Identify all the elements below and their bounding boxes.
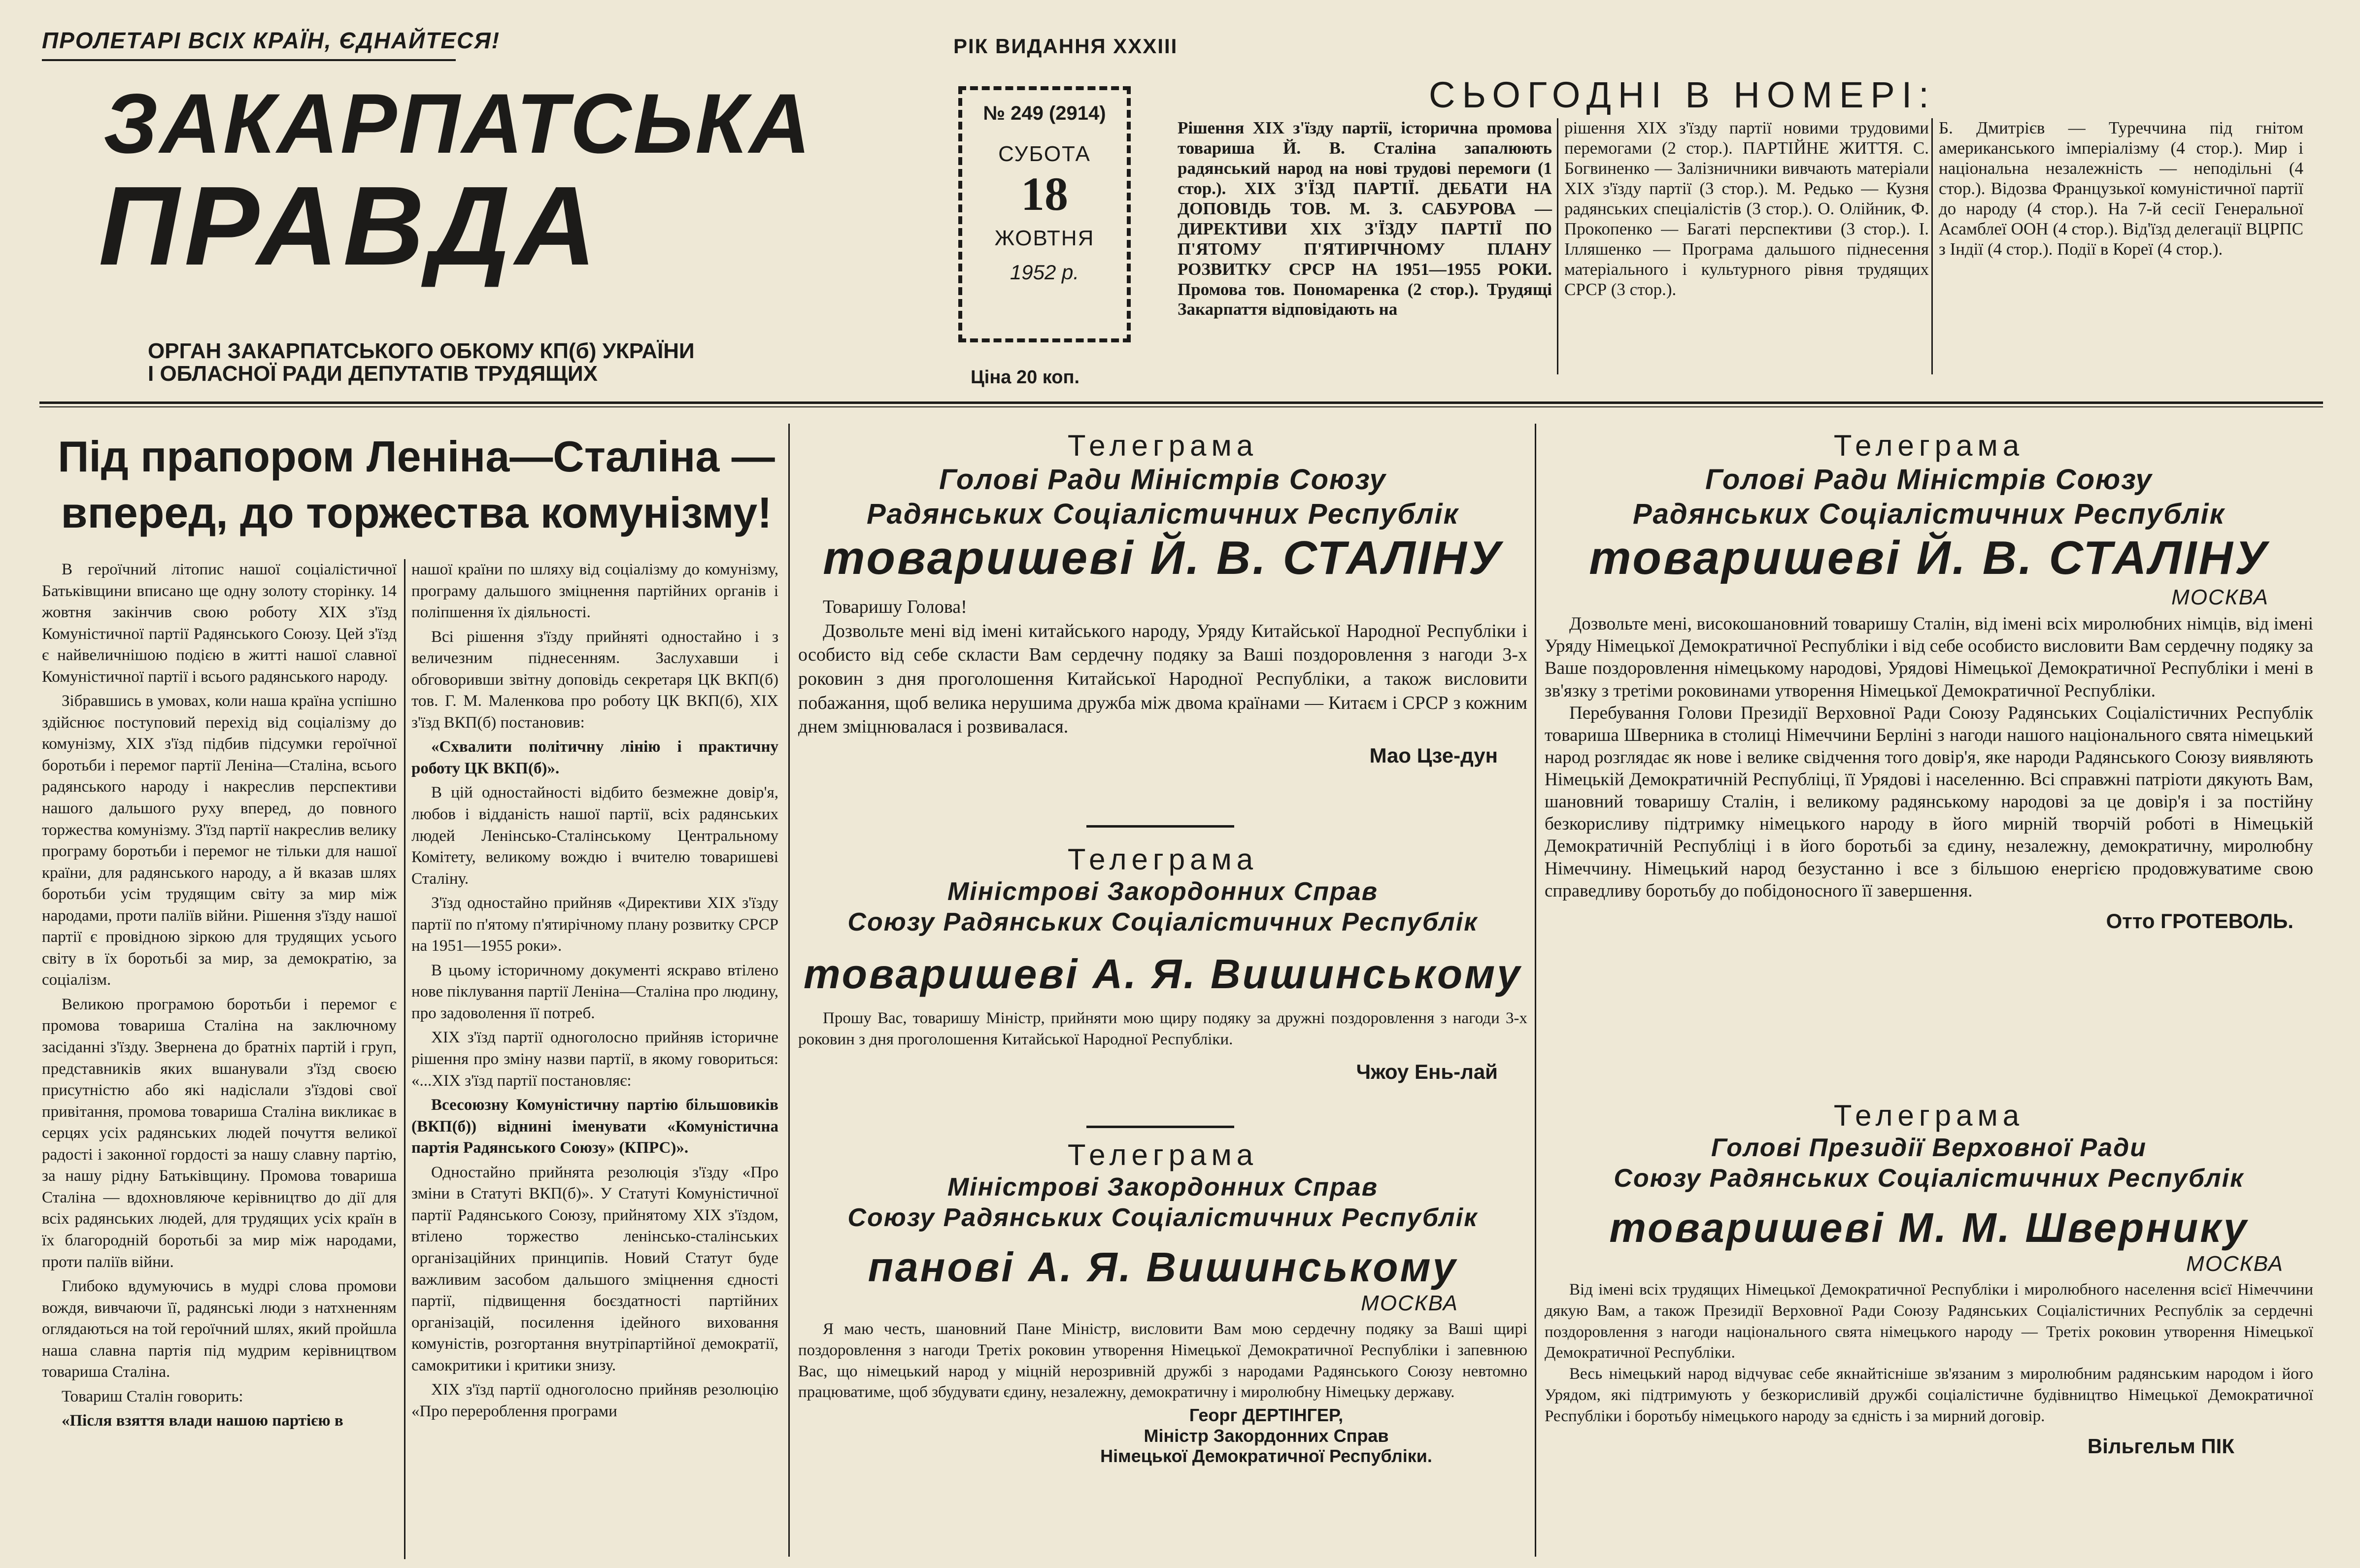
telegram-label: Телеграма — [1067, 1138, 1258, 1171]
contents-column-3: Б. Дмитрієв — Туреччина під гнітом американського імперіалізму (4 стор.). Мир і національна незалежність — неподільні (4 стор.). Відозва Французької комуністичної партії до народу (4 стор.). На 7-й сесії Генеральної Асамблеї ООН (4 стор.). Від'їзд делегації ВЦРПС з Індії (4 стор.). Події в Кореї (4 стор.). — [1939, 118, 2303, 259]
paragraph: З'їзд одностайно прийняв «Директиви XIX з'їзду партії по п'ятому п'ятирічному плану розвитку СРСР на 1951—1955 роки». — [411, 894, 778, 955]
telegram-addressee-line2: Союзу Радянських Соціалістичних Республік — [1614, 1164, 2244, 1193]
paragraph: Глибоко вдумуючись в мудрі слова промови вождя, вивчаючи її, радянські люди з натхненням оглядаються на той героїчний шлях, який пройшла наша славна партія під мудрим керівництвом товариша Сталіна. — [42, 1277, 397, 1381]
telegram-zhou — [798, 842, 1527, 1084]
telegram-city: МОСКВА — [2186, 1251, 2284, 1276]
organ-line1: ОРГАН ЗАКАРПАТСЬКОГО ОБКОМУ КП(б) УКРАЇНИ — [148, 339, 695, 363]
party-motto: ПРОЛЕТАРІ ВСІХ КРАЇН, ЄДНАЙТЕСЯ! — [42, 28, 501, 53]
issue-day: 18 — [1021, 167, 1068, 220]
issue-month: ЖОВТНЯ — [994, 226, 1095, 250]
telegram-signature-block — [1005, 1405, 1527, 1466]
telegram-body — [798, 1008, 1527, 1050]
telegram-addressee-line1: Голові Президії Верховної Ради — [1711, 1134, 2147, 1162]
telegram-body — [798, 595, 1527, 739]
editorial-headline — [42, 429, 791, 541]
telegram-dertinger — [798, 1138, 1527, 1467]
issue-weekday: СУБОТА — [998, 142, 1091, 166]
contents-heading: СЬОГОДНІ В НОМЕРІ: — [1429, 74, 1936, 115]
telegram-addressee-line2: Радянських Соціалістичних Республік — [1632, 498, 2225, 530]
telegram-recipient: товаришеві Й. В. СТАЛІНУ — [1589, 532, 2269, 585]
issue-date-box — [958, 86, 1131, 342]
telegram-addressee-line2: Союзу Радянських Соціалістичних Республік — [847, 1203, 1478, 1233]
telegram-recipient: товаришеві Й. В. СТАЛІНУ — [823, 532, 1503, 585]
telegram-grotewohl — [1545, 429, 2313, 933]
editorial-column-1 — [42, 559, 397, 1435]
section-divider-left — [788, 424, 790, 1557]
headline-line1: Під прапором Леніна—Сталіна — — [58, 432, 775, 481]
telegram-signature-country: Німецької Демократичної Республіки. — [1100, 1446, 1432, 1467]
contents-divider-2 — [1931, 118, 1933, 374]
headline-line2: вперед, до торжества комунізму! — [61, 488, 772, 537]
telegram-signature: Отто ГРОТЕВОЛЬ. — [2106, 909, 2293, 933]
editorial-column-2 — [411, 559, 778, 1425]
telegram-signature: Мао Цзе-дун — [1369, 743, 1498, 767]
paragraph: Товариш Сталін говорить: — [62, 1387, 243, 1405]
telegram-signature-name: Георг ДЕРТІНГЕР, — [1189, 1405, 1344, 1426]
telegram-addressee-line1: Голові Ради Міністрів Союзу — [1705, 464, 2153, 496]
paragraph: «Після взяття влади нашою партією в — [62, 1412, 343, 1430]
paragraph: XIX з'їзд партії одноголосно прийняв резолюцію «Про перероблення програми — [411, 1381, 778, 1420]
paragraph: В героїчний літопис нашої соціалістичної Батьківщини вписано ще одну золоту сторінку. 14 жовтня закінчив свою роботу XIX з'їзд Комуністичної партії Радянського Союзу. Цей з'їзд є найвеличнішою подією в житті нашої славної Комуністичної партії і всього радянського народу. — [42, 561, 397, 686]
telegram-label: Телеграма — [1833, 1099, 2024, 1132]
paragraph: нашої країни по шляху від соціалізму до комунізму, програму дальшого зміцнення партійних органів і поліпшення їх діяльності. — [411, 561, 778, 622]
paragraph: В цьому історичному документі яскраво втілено нове піклування партії Леніна—Сталіна про людину, про задоволення її потреб. — [411, 961, 778, 1022]
telegram-label: Телеграма — [1067, 429, 1258, 462]
telegram-addressee-line2: Союзу Радянських Соціалістичних Республік — [847, 908, 1478, 937]
publication-year: РІК ВИДАННЯ XXXIII — [953, 34, 1178, 58]
telegram-text: Прошу Вас, товаришу Міністр, прийняти мою щиру подяку за дружні поздоровлення з нагоди 3-х роковин з дня проголошення Китайської Народної Республіки. — [798, 1009, 1527, 1048]
issue-year: 1952 р. — [1010, 261, 1079, 284]
telegram-signature: Чжоу Ень-лай — [1356, 1060, 1498, 1083]
organ-line2: І ОБЛАСНОЇ РАДИ ДЕПУТАТІВ ТРУДЯЩИХ — [148, 362, 598, 386]
paragraph: Всесоюзну Комуністичну партію більшовиків (ВКП(б)) віднині іменувати «Комуністична партія Радянського Союзу» (КПРС)». — [411, 1096, 778, 1157]
masthead-rule — [39, 401, 2323, 404]
paragraph: В цій одностайності відбито безмежне довір'я, любов і відданість нашої партії, всіх радянських людей Ленінсько-Сталінському Центральному Комітету, великому вождю і вчителю товаришеві Сталіну. — [411, 784, 778, 888]
section-divider-right — [1535, 424, 1536, 1557]
telegram-city: МОСКВА — [2171, 585, 2269, 610]
contents-divider-1 — [1557, 118, 1558, 374]
telegram-text: Дозвольте мені, високошановний товаришу Сталін, від імені всіх миролюбних німців, від імені Уряду Німецької Демократичної Республіки і від себе особисто висловити Вам сердечну подяку за Ваше поздоровлення німецькому народові, Урядові Німецької Демократичної Республіки і мені в зв'язку з третіми роковинами утворення Німецької Демократичної Республіки. — [1545, 614, 2313, 701]
newspaper-title-line1: ЗАКАРПАТСЬКА — [103, 76, 812, 171]
telegram-body — [1545, 613, 2313, 902]
editorial-column-divider — [404, 559, 405, 1559]
masthead-rule-thin — [39, 406, 2323, 407]
contents-column-1: Рішення XIX з'їзду партії, історична промова товариша Й. В. Сталіна запалюють радянський народ на нові трудові перемоги (1 стор.). XIX З'ЇЗД ПАРТІЇ. ДЕБАТИ НА ДОПОВІДЬ ТОВ. М. З. САБУРОВА — ДИРЕКТИВИ XIX З'ЇЗДУ ПАРТІЇ ПО П'ЯТОМУ П'ЯТИРІЧНОМУ ПЛАНУ РОЗВИТКУ СРСР НА 1951—1955 РОКИ. Промова тов. Пономаренка (2 стор.). Трудящі Закарпаття відповідають на — [1178, 118, 1552, 319]
telegram-text: Перебування Голови Президії Верховної Ради Союзу Радянських Соціалістичних Республік товариша Шверника в столиці Німеччини Берліні з нагоди нашого національного свята німецький народ розглядає як нове і велике свідчення того довір'я, яке народи Радянського Союзу виявляють Німецькій Демократичній Республіці, її Урядові і населенню. Всі справжні патріоти дякують Вам, шановний товаришу Сталін, і великому радянському народові за це довір'я і за постійну безкорисливу підтримку німецького народу в його мирній творчій роботі в Німецькій Демократичній Республіці і в його боротьбі за єдину, незалежну, демократичну, миролюбну Німеччину. Німецький народ безустанно і все з більшою енергією продовжуватиме свою справедливу боротьбу до побідоносного її завершення. — [1545, 702, 2313, 901]
telegram-recipient: товаришеві М. М. Швернику — [1609, 1204, 2249, 1251]
telegram-city: МОСКВА — [1361, 1291, 1458, 1315]
contents-column-2: рішення XIX з'їзду партії новими трудовими перемогами (2 стор.). ПАРТІЙНЕ ЖИТТЯ. С. Богвиненко — Залізничники вивчають матеріали XIX з'їзду партії (3 стор.). М. Редько — Кузня радянських спеціалістів (3 стор.). О. Олійник, Ф. Прокопенко — Багаті перспективи (3 стор.). І. Ілляшенко — Програма дальшого піднесення матеріального і культурного рівня трудящих СРСР (3 стор.). — [1564, 118, 1929, 299]
paragraph: Одностайно прийнята резолюція з'їзду «Про зміни в Статуті ВКП(б)». У Статуті Комуністичної партії Радянського Союзу, прийнятому XIX з'їздом, втілено торжество ленінсько-сталінських організаційних принципів. Новий Статут буде важливим засобом дальшого зміцнення єдності партії, підвищення боєздатності партійних організацій, посилення ідейного виховання комуністів, розгортання внутріпартійної демократії, самокритики і критики знизу. — [411, 1163, 778, 1374]
telegram-separator — [1086, 1126, 1234, 1128]
telegram-text: Я маю честь, шановний Пане Міністр, висловити Вам мою сердечну подяку за Ваші щирі поздоровлення з нагоди Третіх роковин утворення Німецької Демократичної Республіки і запевнюю Вас, що німецький народ у міцній нерозривній дружбі з народами Радянського Союзу невтомно працюватиме, щоб збудувати єдину, незалежну, демократичну і миролюбну Німецьку державу. — [798, 1320, 1527, 1401]
telegram-text: Від імені всіх трудящих Німецької Демократичної Республіки і миролюбного населення всієї Німеччини дякую Вам, а також Президії Верховної Ради Союзу Радянських Соціалістичних Республік за сердечні поздоровлення з нагоди національного свята німецького народу — Третіх роковин утворення Німецької Демократичної Республіки. — [1545, 1280, 2313, 1362]
telegram-recipient: товаришеві А. Я. Вишинському — [804, 950, 1522, 997]
telegram-signature-title: Міністр Закордонних Справ — [1144, 1425, 1389, 1446]
telegram-addressee-line1: Голові Ради Міністрів Союзу — [939, 464, 1386, 496]
paragraph: Зібравшись в умовах, коли наша країна успішно здійснює поступовий перехід від соціалізму до комунізму, XIX з'їзд підбив підсумки героїчної боротьби і перемог партії Леніна—Сталіна, всього радянського народу і накреслив перспективи нашого дальшого руху вперед, до повного торжества комунізму. З'їзд партії накреслив велику програму боротьби і перемог не тільки для нашої країни, для радянського народу, а й вказав шлях боротьби усім трудящим світу за мир між народами, проти паліїв війни. Рішення з'їзду нашої партії є провідною зіркою для трудящих усього світу в їх боротьбі за мир, за демократію, за соціалізм. — [42, 692, 397, 989]
telegram-body — [1545, 1279, 2313, 1427]
telegram-separator — [1086, 825, 1234, 828]
telegram-label: Телеграма — [1833, 429, 2024, 462]
telegram-body — [798, 1319, 1527, 1403]
telegram-text: Дозвольте мені від імені китайського народу, Уряду Китайської Народної Республіки і особисто від себе скласти Вам сердечну подяку за Ваші поздоровлення з нагоди 3-х роковин з дня проголошення Китайської Народної Республіки, а також висловити побажання, щоб велика нерушима дружба між двома країнами — Китаєм і СРСР з кожним днем зміцнювалася і розвивалася. — [798, 620, 1527, 737]
price: Ціна 20 коп. — [971, 367, 1080, 388]
issue-number: № 249 (2914) — [983, 102, 1106, 124]
newspaper-organ — [148, 340, 803, 385]
newspaper-title-line2: ПРАВДА — [99, 164, 602, 289]
telegram-greeting: Товаришу Голова! — [823, 597, 967, 618]
telegram-addressee-line1: Міністрові Закордонних Справ — [947, 877, 1379, 906]
motto-underline — [42, 59, 456, 61]
telegram-text: Весь німецький народ відчуває себе якнайтісніше зв'язаним з миролюбним радянським народом і його Урядом, які підтримують у безкорисливій дружбі соціалістичне будівництво Німецької Демократичної Республіки і боротьбу німецького народу за єдність і за мирний договір. — [1545, 1365, 2313, 1426]
paragraph: XIX з'їзд партії одноголосно прийняв історичне рішення про зміну назви партії, в якому говориться: «...XIX з'їзд партії постановляє: — [411, 1029, 778, 1090]
telegram-label: Телеграма — [1067, 843, 1258, 876]
telegram-mao — [798, 429, 1527, 767]
telegram-signature: Вільгельм ПІК — [2087, 1435, 2234, 1458]
telegram-recipient: панові А. Я. Вишинському — [868, 1243, 1458, 1290]
telegram-addressee-line2: Радянських Соціалістичних Республік — [866, 498, 1459, 530]
telegram-pieck — [1545, 1099, 2313, 1458]
telegram-addressee-line1: Міністрові Закордонних Справ — [947, 1173, 1379, 1201]
paragraph: Великою програмою боротьби і перемог є промова товариша Сталіна на заключному засіданні з'їзду. Звернена до братніх партій і груп, представників яких вшанували з'їзд своєю присутністю або які надіслали з'їздові свої привітання, промова товариша Сталіна викликає в серцях усіх радянських людей почуття великої радості і законної гордості за нашу славну партію, за нашу рідну Батьківщину. Промова товариша Сталіна — вдохновляюче керівництво до дії для всіх радянських людей, для трудящих усіх країн в їх благородній боротьбі за мир між народами, проти паліїв війни. — [42, 995, 397, 1271]
paragraph: Всі рішення з'їзду прийняті одностайно і з величезним піднесенням. Заслухавши і обговоривши звітну доповідь секретаря ЦК ВКП(б) тов. Г. М. Маленкова про роботу ЦК ВКП(б), XIX з'їзд ВКП(б) постановив: — [411, 628, 778, 732]
paragraph: «Схвалити політичну лінію і практичну роботу ЦК ВКП(б)». — [411, 738, 778, 777]
